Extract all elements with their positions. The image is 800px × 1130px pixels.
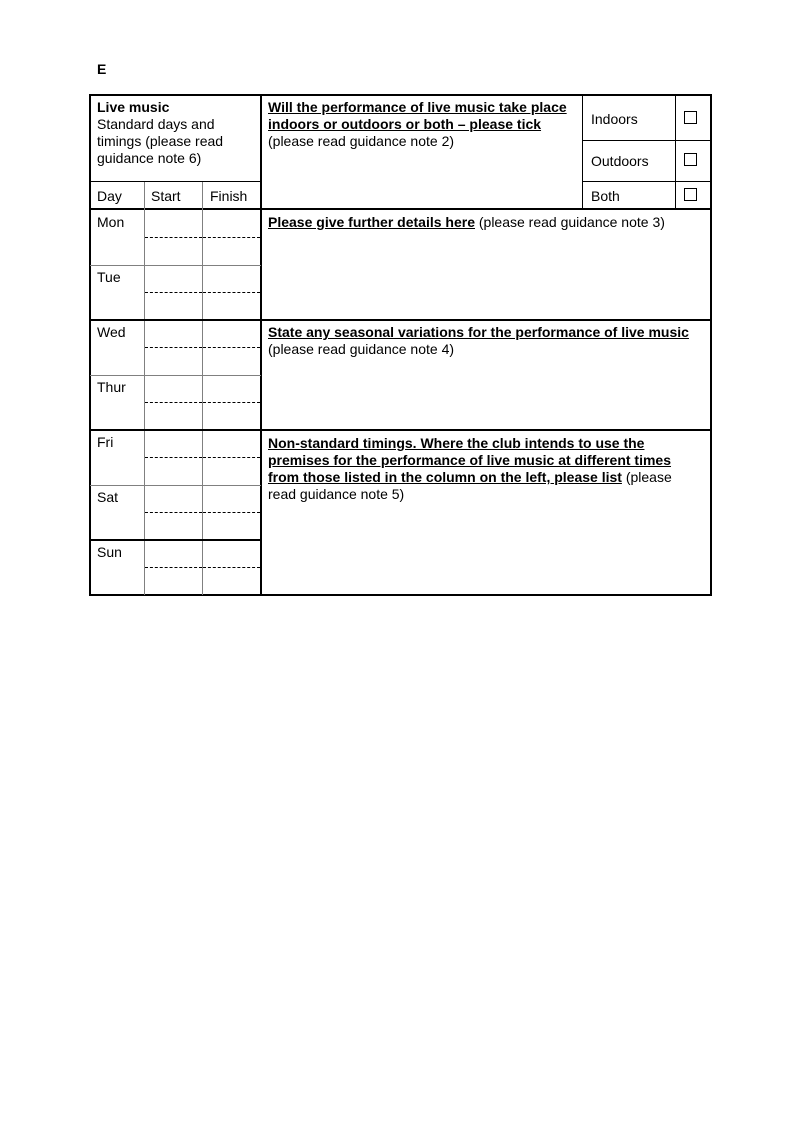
finish-time-field[interactable]: [203, 321, 260, 347]
finish-time-field[interactable]: [203, 458, 260, 484]
finish-time-field[interactable]: [203, 403, 260, 429]
options-divider-2: [583, 181, 711, 182]
option-label-outdoors: Outdoors: [591, 153, 649, 169]
option-label-both: Both: [591, 188, 620, 204]
timings-header-bottom: [90, 208, 261, 210]
nonstandard-field[interactable]: [262, 505, 710, 594]
column-header-day: Day: [97, 188, 122, 204]
start-time-field[interactable]: [145, 348, 202, 374]
nonstandard-top-border: [261, 429, 711, 431]
details-prompt-bold: Please give further details here: [268, 214, 475, 230]
finish-time-field[interactable]: [203, 211, 260, 237]
start-time-field[interactable]: [145, 238, 202, 264]
details-prompt-note: (please read guidance note 3): [474, 214, 665, 230]
outdoors-checkbox[interactable]: [684, 153, 697, 166]
start-time-field[interactable]: [145, 431, 202, 457]
nonstandard-prompt-bold: Non-standard timings. Where the club intends to use the premises for the performance of live music at different times from those listed in the column on the left, please list: [268, 435, 672, 485]
finish-time-field[interactable]: [203, 238, 260, 264]
details-prompt: [268, 214, 706, 231]
timings-title: Live music: [97, 99, 170, 115]
start-time-field[interactable]: [145, 376, 202, 402]
column-divider-checkboxes: [675, 95, 676, 208]
details-field[interactable]: [262, 240, 710, 318]
options-divider-1: [583, 140, 711, 141]
start-time-field[interactable]: [145, 458, 202, 484]
finish-time-field[interactable]: [203, 348, 260, 374]
seasonal-prompt-bold: State any seasonal variations for the performance of live music: [268, 324, 689, 340]
indoors-checkbox[interactable]: [684, 111, 697, 124]
start-time-field[interactable]: [145, 541, 202, 567]
seasonal-field[interactable]: [262, 362, 710, 428]
day-label: Fri: [97, 434, 114, 450]
finish-time-field[interactable]: [203, 376, 260, 402]
seasonal-prompt: [268, 324, 698, 358]
start-time-field[interactable]: [145, 266, 202, 292]
day-label: Thur: [97, 379, 126, 395]
start-time-field[interactable]: [145, 321, 202, 347]
column-header-start: Start: [151, 188, 181, 204]
column-divider-options: [582, 95, 583, 208]
finish-time-field[interactable]: [203, 568, 260, 594]
seasonal-prompt-note: (please read guidance note 4): [268, 341, 455, 357]
start-time-field[interactable]: [145, 568, 202, 594]
start-time-field[interactable]: [145, 211, 202, 237]
finish-time-field[interactable]: [203, 431, 260, 457]
finish-time-field[interactable]: [203, 541, 260, 567]
details-top-border: [261, 208, 711, 210]
column-header-finish: Finish: [210, 188, 248, 204]
location-question-note: (please read guidance note 2): [268, 133, 455, 149]
nonstandard-prompt-note: (please read guidance note 5): [268, 469, 672, 502]
section-letter: E: [97, 61, 107, 77]
day-label: Mon: [97, 214, 125, 230]
timings-subtitle: Standard days and timings (please read guidance note 6): [97, 116, 224, 166]
start-time-field[interactable]: [145, 293, 202, 319]
option-label-indoors: Indoors: [591, 111, 638, 127]
day-label: Sat: [97, 489, 119, 505]
finish-time-field[interactable]: [203, 293, 260, 319]
day-label: Tue: [97, 269, 121, 285]
day-label: Wed: [97, 324, 126, 340]
nonstandard-prompt: [268, 435, 700, 503]
both-checkbox[interactable]: [684, 188, 697, 201]
start-time-field[interactable]: [145, 513, 202, 539]
start-time-field[interactable]: [145, 486, 202, 512]
finish-time-field[interactable]: [203, 266, 260, 292]
start-time-field[interactable]: [145, 403, 202, 429]
finish-time-field[interactable]: [203, 486, 260, 512]
finish-time-field[interactable]: [203, 513, 260, 539]
day-label: Sun: [97, 544, 122, 560]
location-question: [268, 99, 576, 150]
timings-header-top: [90, 181, 261, 182]
location-question-bold: Will the performance of live music take place indoors or outdoors or both – please tick: [268, 99, 567, 132]
seasonal-top-border: [261, 319, 711, 321]
